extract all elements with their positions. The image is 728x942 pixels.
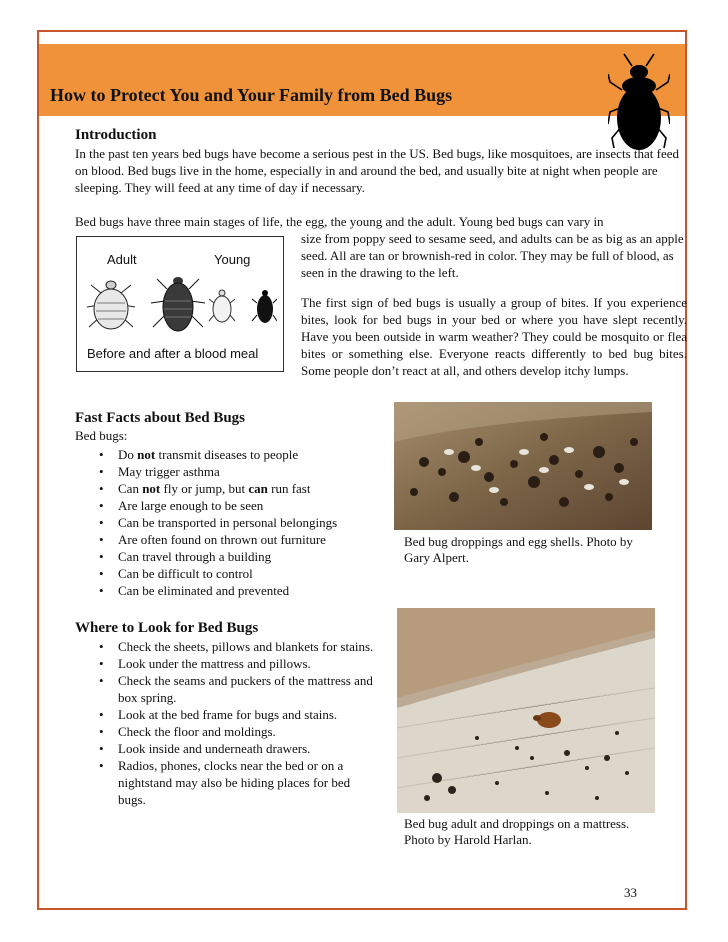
page-number: 33 bbox=[624, 885, 637, 900]
list-item: • Are often found on thrown out furniture bbox=[75, 531, 395, 548]
photo1-caption: Bed bug droppings and egg shells. Photo by Gary Alpert. bbox=[404, 534, 633, 565]
list-item: • Check the seams and puckers of the mattress and box spring. bbox=[75, 672, 375, 706]
figure-label-young: Young bbox=[214, 252, 251, 267]
list-item: • Look under the mattress and pillows. bbox=[75, 655, 375, 672]
page-title: How to Protect You and Your Family from Bed Bugs bbox=[50, 85, 453, 105]
list-item: • Can travel through a building bbox=[75, 548, 395, 565]
list-item: • Can be difficult to control bbox=[75, 565, 395, 582]
intro-paragraph: In the past ten years bed bugs have become a serious pest in the US. Bed bugs, like mosquitoes, are insects that feed on blood. Bed bugs live in the home, especially in and around the bed, and usually bite at night when people are sleeping. They will feed at any time of day if necessary. bbox=[75, 146, 679, 195]
list-item: • Do not transmit diseases to people bbox=[75, 446, 395, 463]
stages-paragraph-line1: Bed bugs have three main stages of life, the egg, the young and the adult. Young bed bugs can vary in bbox=[75, 214, 604, 229]
figure-label-adult: Adult bbox=[107, 252, 137, 267]
fast-facts-intro: Bed bugs: bbox=[75, 428, 128, 443]
list-item: • Look inside and underneath drawers. bbox=[75, 740, 375, 757]
intro-heading: Introduction bbox=[75, 127, 157, 143]
list-item: • Can be eliminated and prevented bbox=[75, 582, 395, 599]
list-item: • Can not fly or jump, but can run fast bbox=[75, 480, 395, 497]
list-item: • Can be transported in personal belongings bbox=[75, 514, 395, 531]
where-to-look-list bbox=[75, 638, 375, 808]
bed-bug-stages-illustration bbox=[85, 271, 277, 335]
list-item: • Check the sheets, pillows and blankets for stains. bbox=[75, 638, 375, 655]
list-item: • Check the floor and moldings. bbox=[75, 723, 375, 740]
stages-paragraph-rest: size from poppy seed to sesame seed, and adults can be as big as an apple seed. All are tan or brownish-red in color. They may be full of blood, as seen in the drawing to the left. bbox=[301, 231, 684, 280]
list-item: • Look at the bed frame for bugs and stains. bbox=[75, 706, 375, 723]
droppings-photo bbox=[394, 402, 652, 530]
fast-facts-heading: Fast Facts about Bed Bugs bbox=[75, 410, 246, 426]
list-item: • Are large enough to be seen bbox=[75, 497, 395, 514]
figure-caption: Before and after a blood meal bbox=[87, 346, 259, 361]
lifecycle-figure bbox=[76, 236, 284, 372]
where-to-look-heading: Where to Look for Bed Bugs bbox=[75, 620, 259, 636]
mattress-photo bbox=[397, 608, 655, 813]
first-sign-paragraph: The first sign of bed bugs is usually a group of bites. If you experience bites, look for bed bugs in your bed or where you have slept recently. Have you been outside in warm weather? They could be mosquito or flea bites or something else. Everyone reacts differently to bed bug bites. Some people don’t react at all, and others develop itchy lumps. bbox=[301, 295, 687, 378]
list-item: • Radios, phones, clocks near the bed or on a nightstand may also be hiding places for bed bugs. bbox=[75, 757, 375, 808]
bed-bug-icon bbox=[608, 52, 670, 152]
photo2-caption: Bed bug adult and droppings on a mattress. Photo by Harold Harlan. bbox=[404, 816, 630, 847]
list-item: • May trigger asthma bbox=[75, 463, 395, 480]
fast-facts-list bbox=[75, 446, 395, 599]
